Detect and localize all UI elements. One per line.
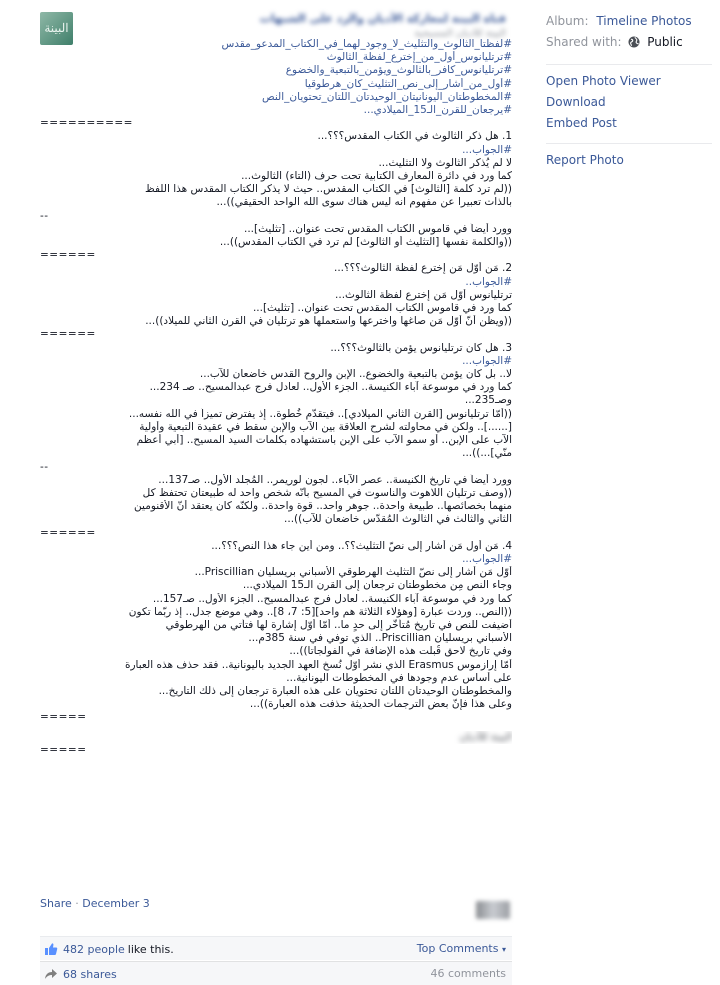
report-photo-link[interactable]: Report Photo: [546, 153, 624, 167]
post-text-line: وورد أيضاً في قاموس الكتاب المقدس تحت عنوان.. [تثليث]...: [243, 222, 512, 235]
post-text-line: كما ورد في دائرة المعارف الكتابية تحت حرف (التاء) الثالوث...: [241, 170, 512, 183]
shared-with-label: Shared with:: [546, 35, 622, 49]
open-photo-viewer-link[interactable]: Open Photo Viewer: [546, 74, 661, 88]
post-meta: [40, 897, 512, 919]
post-text-line: وورد أيضاً في تاريخ الكنيسة.. عصر الآباء.. لجون لوريمر.. المُجلّد الأول.. صـ137...: [158, 473, 512, 486]
privacy-value: Public: [647, 35, 683, 49]
post-text-line: ((ويظن أنّ أوّل مَن صاغها واخترعها واستعملها هو ترتليان في القرن الثاني للميلاد))...: [145, 315, 512, 328]
post-separator: ======: [40, 328, 96, 341]
post-hashtag-line[interactable]: #الجواب...: [462, 552, 512, 565]
post-separator: ======: [40, 249, 96, 262]
shares-bar: [40, 961, 512, 985]
post-hashtag-line[interactable]: #لفظتا_الثالوث_والتثليث_لا_وجود_لهما_في_الكتاب_المدعو_مقدس: [221, 38, 512, 50]
post-hashtag-line[interactable]: #أول_من_أشار_إلى_نص_التثليث_كان_هرطوقيا: [304, 77, 512, 90]
post-text-line: كما ورد في قاموس الكتاب المقدس تحت عنوان.. [تثليث]...: [252, 302, 512, 315]
post-separator: ==========: [40, 117, 133, 130]
post-text-line: منهما بخصائصها.. طبيعة واحدة.. جوهر واحد.. قوة واحدة.. ولكنّه كان يعتقد أنّ الأقنومين: [134, 500, 512, 513]
post-separator: =====: [40, 743, 87, 756]
post-text-line: وجاء النص مِن مخطوطتان ترجعان إلى القرن الـ15 الميلادي...: [242, 579, 512, 592]
likes-suffix: like this.: [127, 942, 174, 956]
post-text-line: منّي]...))...: [462, 447, 512, 460]
download-link[interactable]: Download: [546, 95, 606, 109]
post-text-line: كما ورد في موسوعة آباء الكنيسة.. لعادل فرج عبدالمسيح.. الجزء الأول.. صـ157...: [152, 592, 512, 605]
post-hashtag-line[interactable]: #المخطوطتان_اليونانيتان_الوحيدتان_اللتان_تحتويان_النص: [262, 90, 512, 103]
post-hashtag-line[interactable]: #يرجعان_للقرن_الـ15_الميلادي...: [363, 104, 512, 117]
post-text-line: الأسباني بريسليان Priscillian.. الذي توفي في سنة 385م...: [248, 632, 512, 645]
post-text-line: أمّا إرازموس Erasmus الذي نشر أوّل نُسخ العهد الجديد باليونانية.. فقد حذف هذه العبارة: [124, 658, 512, 671]
avatar-logo: البينة: [44, 21, 69, 35]
audience-selector-icon[interactable]: [476, 901, 510, 919]
sidebar-divider: [546, 143, 712, 144]
post-text-line: كما ورد في موسوعة آباء الكنيسة.. الجزء الأول.. لعادل فرج عبدالمسيح.. صـ 234...: [149, 381, 512, 394]
privacy-row: [546, 35, 716, 56]
photo-post: [40, 8, 512, 756]
post-hashtag-line[interactable]: #الجواب..: [465, 275, 512, 288]
post-text-line: [......].. ولكن في محاولته لشرح العلاقة بين الآب والإبن سقط في عقيدة التبعية وأولية: [139, 420, 512, 433]
post-text-line: ((النص.. وردت عبارة [وهؤلاء الثلاثة هم واحد][5: 7، 8].. وهي موضع جدل.. إذ ربّما تكون: [128, 605, 512, 618]
post-text-line: ((لم ترد كلمة [الثالوث] في الكتاب المقدس.. حيث لا يذكر الكتاب المقدس هذا اللفظ: [145, 183, 512, 196]
post-text-line: 4. مَن أول مَن أشار إلى نصّ التثليث؟؟.. ومن أين جاء هذا النص؟؟؟...: [211, 539, 512, 552]
chevron-down-icon[interactable]: ▾: [501, 945, 506, 954]
post-text-line: وصـ235...: [464, 394, 512, 407]
post-text-line: 3. هل كان ترتليانوس يؤمن بالثالوث؟؟؟...: [330, 341, 512, 354]
likes-count[interactable]: 482 people: [63, 942, 125, 956]
post-text-line: والمخطوطتان الوحيدتان اللتان تحتويان على هذه العبارة ترجعان إلى ذلك التاريخ...: [158, 684, 512, 697]
post-separator: --: [40, 209, 49, 222]
post-text-line: أوّل مَن أشار إلى نصّ التثليث الهرطوقي الأسباني بريسليان Priscillian...: [194, 566, 512, 579]
post-text-line: على أساس عدم وجودها في المخطوطات اليونانية...: [286, 671, 512, 684]
post-hashtag-line[interactable]: #ترتليانوس_أول_من_إخترع_لفظة_الثالوث: [326, 51, 512, 64]
post-separator: =====: [40, 711, 87, 724]
post-date[interactable]: December 3: [82, 897, 150, 910]
post-text-line: لا لم يُذكر الثالوث ولا التثليث...: [378, 156, 512, 169]
post-text-line: بالذات تعبيرا عن مفهوم انه ليس هناك سوى الله الواحد الحقيقي))...: [216, 196, 512, 209]
top-comments-dropdown[interactable]: Top Comments: [416, 942, 499, 955]
post-separator: ======: [40, 526, 96, 539]
blurred-signature: البينة للأديان: [459, 730, 512, 743]
shares-count[interactable]: 68 shares: [63, 967, 117, 981]
likes-bar: [40, 936, 512, 960]
post-text-line: الثاني والثالث في الثالوث المُقدّس خاضعان للآب))...: [284, 513, 512, 526]
album-row: [546, 14, 716, 35]
post-text-line: ((والكلمة نفسها [التثليث أو الثالوث] لم ترد في الكتاب المقدس))...: [219, 236, 512, 249]
album-label: Album:: [546, 14, 589, 28]
like-thumb-icon: [44, 942, 58, 956]
post-text: [40, 38, 512, 757]
post-text-line: وعلى هذا فإنّ بعض الترجمات الحديثة حذفت هذه العبارة))...: [249, 698, 512, 711]
post-text-line: ((أمّا ترتليانوس [القرن الثاني الميلادي].. فيتقدّم خُطوة.. إذ يفترض تميزاً في الله نفسه...: [128, 407, 512, 420]
globe-icon: [628, 36, 640, 48]
post-hashtag-line[interactable]: #ترتليانوس_كافر_بالثالوث_ويؤمن_بالتبعية_والخضوع: [285, 64, 512, 77]
page-name[interactable]: قناة البينة لمعاركة الأديان والرد على الشبهات: [259, 12, 506, 25]
post-text-line: أُضيفت للنص في تاريخ مُتأخّر إلى حدٍ ما.. أمّا أوّل إشارة لها فتأتي من الهرطوقي: [165, 618, 512, 631]
post-text-line: 1. هل ذكر الثالوث في الكتاب المقدس؟؟؟...: [317, 130, 512, 143]
meta-separator: ·: [75, 897, 83, 910]
post-text-line: لا.. بل كان يؤمن بالتبعية والخضوع.. الإبن والروح القدس خاضعان للآب...: [199, 368, 512, 381]
post-text-line: 2. مَن أوّل مَن إخترع لفظة الثالوث؟؟؟...: [333, 262, 512, 275]
page-subtitle: البينة للأديان المسيحية: [414, 28, 506, 39]
post-text-line: ترتليانوس أوّل مَن إخترع لفظة الثالوث...: [335, 288, 512, 301]
album-link[interactable]: Timeline Photos: [596, 14, 692, 28]
embed-post-link[interactable]: Embed Post: [546, 116, 617, 130]
sidebar-divider: [546, 64, 712, 65]
comments-count[interactable]: 46 comments: [430, 967, 506, 980]
post-separator: --: [40, 460, 49, 473]
post-text-line: ((وصف ترتليان اللاهوت والناسوت في المسيح بأنّه شخص واحد له طبيعتان تحتفظ كل: [142, 486, 512, 499]
post-text-line: الآب على الإبن.. أو سمو الآب على الإبن باستشهاده بكلمات السيد المسيح.. [أبي أعظم: [136, 434, 512, 447]
post-hashtag-line[interactable]: #الجواب...: [462, 354, 512, 367]
post-text-line: [40, 731, 512, 744]
post-text-line: وفي تاريخ لاحق قُبلت هذه الإضافة في الفولجاتا))...: [289, 645, 512, 658]
share-arrow-icon: [44, 967, 58, 981]
share-link[interactable]: Share: [40, 897, 72, 910]
photo-sidebar: [546, 14, 716, 174]
post-hashtag-line[interactable]: #الجواب...: [462, 143, 512, 156]
